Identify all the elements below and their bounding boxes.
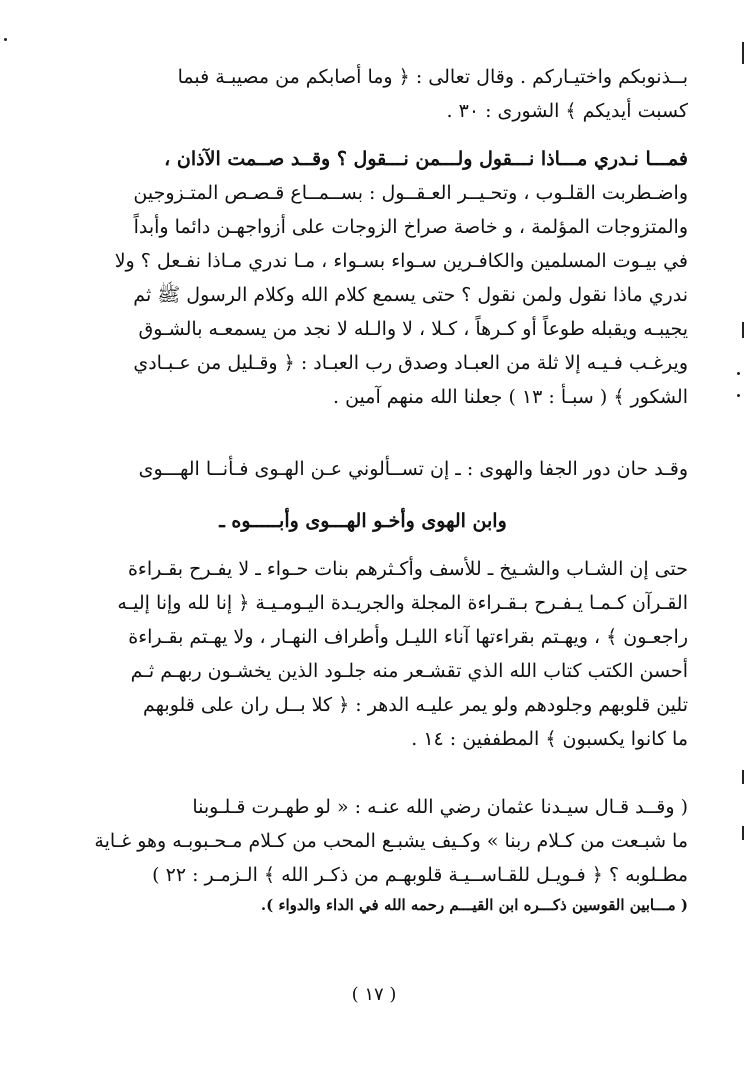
verse-line: وابن الهوى وأخـو الهـــوى وأبـــــوه ـ: [219, 510, 507, 532]
text-line: ندري ماذا نقول ولمن نقول ؟ حتى يسمع كلام الله وكلام الرسول ﷺ ثم: [133, 284, 688, 306]
scan-edge-mark: [742, 770, 744, 784]
source-note: ( مـــابين القوسين ذكـــره ابن القيـــم رحمه الله في الداء والدواء ).: [260, 896, 688, 914]
text-line: والمتزوجات المؤلمة ، و خاصة صراخ الزوجات على أزواجهـن دائما وأبداً: [133, 216, 688, 238]
text-line: القـرآن كـمـا يـفـرح بـقـراءة المجلة والجريـدة اليـومـيـة ﴿ إنا لله وإنا إليـه: [117, 592, 688, 614]
body-text: [72, 790, 688, 918]
scan-edge-mark: [742, 826, 744, 840]
text-line: فمـــا نـدري مـــاذا نـــقول ولـــمن نـــقول ؟ وقــد صــمت الآذان ،: [164, 148, 688, 170]
text-line: ويرغـب فـيـه إلا ثلة من العبـاد وصدق رب العبـاد : ﴿ وقـليل من عـبـادي: [133, 352, 688, 374]
text-line: واضـطربت القلـوب ، وتحـيــر العـقــول : بســمــاع قـصـص المتـزوجين: [133, 182, 688, 204]
text-line: حتى إن الشـاب والشـيخ ـ للأسف وأكـثرهم بنات حـواء ـ لا يفـرح بقـراءة: [127, 558, 688, 580]
scan-speck: [737, 372, 740, 375]
text-line: الشكور ﴾ ( سبـأ : ١٣ ) جعلنا الله منهم آمين .: [332, 386, 688, 408]
text-line: في بيـوت المسلمين والكافـرين سـواء بسـواء ، مـا ندري مـاذا نفـعل ؟ ولا: [114, 250, 688, 272]
scan-speck: [737, 394, 740, 397]
text-line: كسبت أيديكم ﴾ الشورى : ٣٠ .: [446, 100, 688, 122]
text-line: بــذنوبكم واختيـاركم . وقال تعالى : ﴿ وما أصابكم من مصيبـة فبما: [177, 66, 688, 88]
poetry-verse: [72, 452, 688, 486]
text-line: يجيبـه ويقبله طوعاً أو كـرهاً ، كـلا ، لا والـله لا نجد من يسمعـه بالشـوق: [138, 318, 688, 340]
body-text: [72, 552, 688, 756]
body-text: [72, 60, 688, 128]
poetry-verse-second: [128, 504, 598, 538]
page-number: ( ١٧ ): [351, 984, 397, 1005]
scan-edge-mark: [742, 322, 744, 338]
text-line: ما شبـعت من كـلام ربنا » وكـيف يشبـع المحب من كـلام مـحـبوبـه وهو غـاية: [94, 830, 688, 852]
text-line: مطـلوبه ؟ ﴿ فـويـل للقـاســيـة قلوبهـم من ذكـر الله ﴾ الـزمـر : ٢٢ ): [152, 864, 688, 886]
text-line: ما كانوا يكسبون ﴾ المطففين : ١٤ .: [411, 728, 688, 750]
text-line: راجعـون ﴾ ، ويهـتم بقراءتها آناء الليـل وأطراف النهـار ، ولا يهـتم بقـراءة: [128, 626, 688, 648]
text-line: أحسن الكتب كتاب الله الذي تقشـعر منه جلـود الذين يخشـون ربهـم ثـم: [130, 660, 688, 682]
text-line: ( وقــد قـال سيـدنا عثمان رضي الله عنـه : « لو طهـرت قـلـوبنا: [192, 796, 688, 818]
scan-speck: [4, 38, 7, 41]
body-text: [72, 142, 688, 414]
text-line: تلين قلوبهم وجلودهم ولو يمر عليـه الدهر : ﴿ كلا بــل ران على قلوبهم: [143, 694, 688, 716]
scan-edge-mark: [742, 42, 744, 64]
verse-line: وقـد حان دور الجفا والهوى : ـ إن تســألوني عـن الهـوى فـأنــا الهـــوى: [138, 458, 688, 480]
